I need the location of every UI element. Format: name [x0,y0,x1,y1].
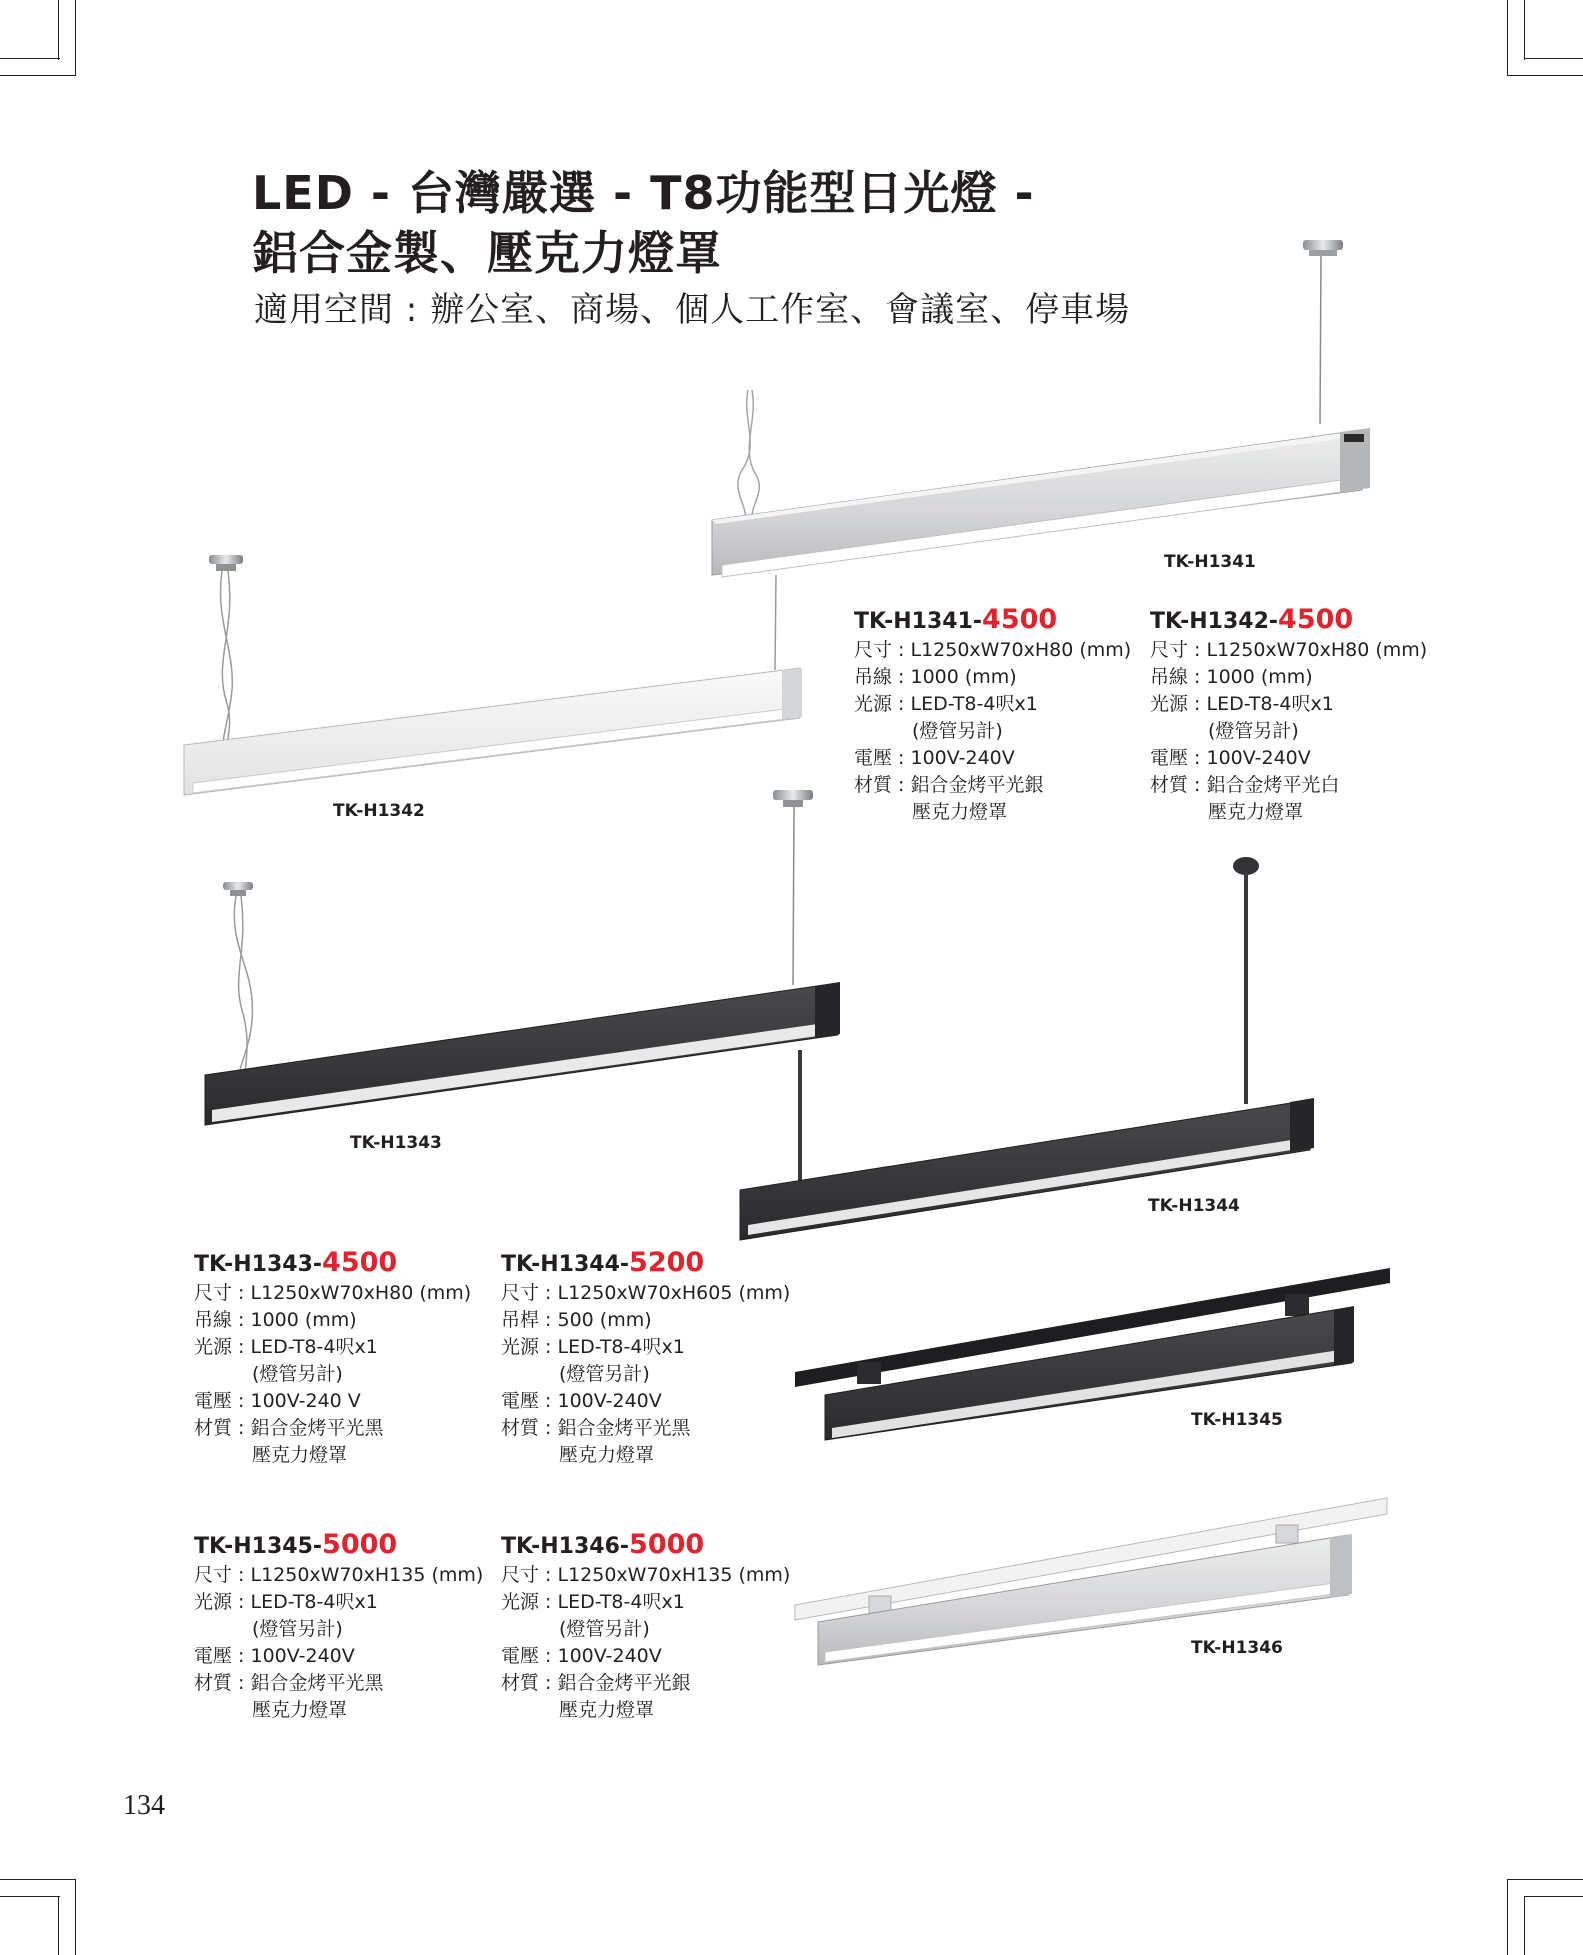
page-number: 134 [123,1790,165,1821]
image-label-h1344: TK-H1344 [1148,1196,1240,1216]
spec-material-cont: 壓克力燈罩 [252,1699,348,1721]
spec-note: (燈管另計) [912,720,1003,742]
spec-voltage: 電壓 : 100V-240V [1150,747,1311,769]
lamp-tk-h1346 [795,1498,1387,1665]
spec-heading [194,1248,494,1280]
page-subtitle: 適用空間 : 辦公室、商場、個人工作室、會議室、停車場 [254,290,1131,330]
model-number: TK-H1344- [501,1252,630,1277]
spec-rod: 吊桿 : 500 (mm) [501,1309,652,1331]
image-label-h1342: TK-H1342 [333,801,425,821]
spec-material-cont: 壓克力燈罩 [1208,801,1304,823]
spec-material: 材質 : 鋁合金烤平光黑 [501,1417,691,1439]
price: 5200 [629,1247,705,1278]
spec-material: 材質 : 鋁合金烤平光白 [1150,774,1340,796]
page-title-line2: 鋁合金製、壓克力燈罩 [252,226,722,280]
price: 4500 [982,604,1058,635]
spec-cable: 吊線 : 1000 (mm) [1150,666,1313,688]
spec-heading [194,1530,494,1562]
model-number: TK-H1345- [194,1534,323,1559]
spec-size: 尺寸 : L1250xW70xH605 (mm) [501,1282,791,1304]
price: 5000 [629,1529,705,1560]
image-label-h1345: TK-H1345 [1191,1410,1283,1430]
price: 4500 [1278,604,1354,635]
spec-light-source: 光源 : LED-T8-4呎x1 [194,1591,378,1613]
spec-size: 尺寸 : L1250xW70xH80 (mm) [194,1282,472,1304]
spec-block-h1346 [501,1530,801,1724]
spec-material-cont: 壓克力燈罩 [912,801,1008,823]
spec-size: 尺寸 : L1250xW70xH135 (mm) [501,1564,791,1586]
spec-voltage: 電壓 : 100V-240V [854,747,1015,769]
lamp-tk-h1344 [740,857,1314,1240]
spec-heading [1150,605,1450,637]
spec-voltage: 電壓 : 100V-240 V [194,1390,361,1412]
spec-size: 尺寸 : L1250xW70xH80 (mm) [1150,639,1428,661]
price: 4500 [322,1247,398,1278]
lamp-tk-h1341 [712,240,1370,577]
spec-light-source: 光源 : LED-T8-4呎x1 [501,1336,685,1358]
image-label-h1341: TK-H1341 [1164,552,1256,572]
spec-note: (燈管另計) [1208,720,1299,742]
spec-material: 材質 : 鋁合金烤平光黑 [194,1672,384,1694]
spec-material-cont: 壓克力燈罩 [252,1444,348,1466]
spec-size: 尺寸 : L1250xW70xH135 (mm) [194,1564,484,1586]
image-label-h1343: TK-H1343 [350,1133,442,1153]
spec-heading [854,605,1154,637]
spec-note: (燈管另計) [252,1363,343,1385]
spec-cable: 吊線 : 1000 (mm) [194,1309,357,1331]
spec-block-h1343 [194,1248,494,1469]
spec-note: (燈管另計) [559,1363,650,1385]
spec-block-h1344 [501,1248,801,1469]
model-number: TK-H1343- [194,1252,323,1277]
spec-light-source: 光源 : LED-T8-4呎x1 [1150,693,1334,715]
model-number: TK-H1342- [1150,609,1279,634]
spec-cable: 吊線 : 1000 (mm) [854,666,1017,688]
spec-note: (燈管另計) [252,1618,343,1640]
spec-voltage: 電壓 : 100V-240V [501,1390,662,1412]
lamp-tk-h1342 [184,555,802,795]
spec-voltage: 電壓 : 100V-240V [501,1645,662,1667]
spec-light-source: 光源 : LED-T8-4呎x1 [501,1591,685,1613]
spec-material-cont: 壓克力燈罩 [559,1444,655,1466]
price: 5000 [322,1529,398,1560]
spec-block-h1341 [854,605,1154,826]
spec-block-h1345 [194,1530,494,1724]
spec-heading [501,1530,801,1562]
spec-size: 尺寸 : L1250xW70xH80 (mm) [854,639,1132,661]
model-number: TK-H1346- [501,1534,630,1559]
spec-material-cont: 壓克力燈罩 [559,1699,655,1721]
spec-block-h1342 [1150,605,1450,826]
spec-note: (燈管另計) [559,1618,650,1640]
spec-light-source: 光源 : LED-T8-4呎x1 [854,693,1038,715]
page-title-line1: LED - 台灣嚴選 - T8功能型日光燈 - [252,166,1035,220]
model-number: TK-H1341- [854,609,983,634]
spec-heading [501,1248,801,1280]
spec-light-source: 光源 : LED-T8-4呎x1 [194,1336,378,1358]
spec-voltage: 電壓 : 100V-240V [194,1645,355,1667]
spec-material: 材質 : 鋁合金烤平光銀 [854,774,1044,796]
spec-material: 材質 : 鋁合金烤平光銀 [501,1672,691,1694]
lamp-tk-h1345 [795,1268,1390,1440]
lamp-tk-h1343 [205,790,840,1125]
image-label-h1346: TK-H1346 [1191,1638,1283,1658]
spec-material: 材質 : 鋁合金烤平光黑 [194,1417,384,1439]
